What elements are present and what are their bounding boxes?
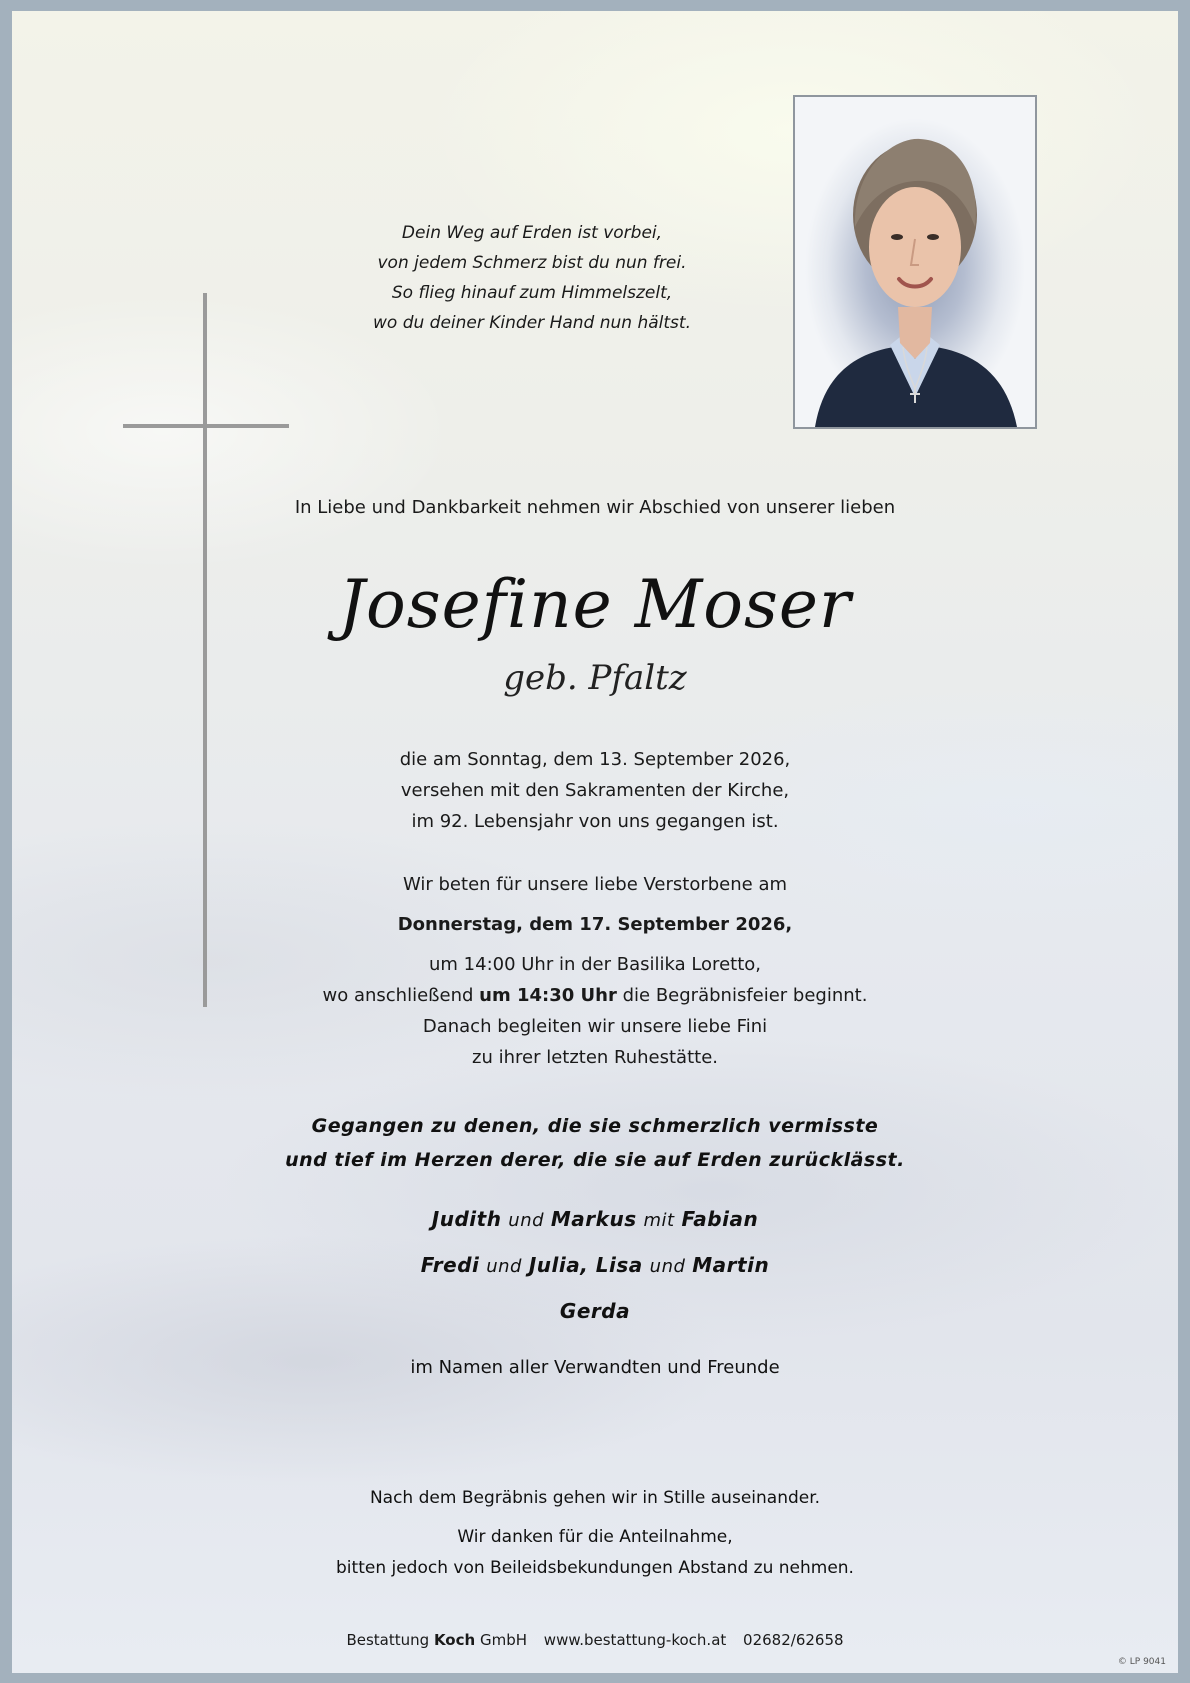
memorial-verse xyxy=(332,218,732,338)
death-info xyxy=(12,744,1178,837)
thanks-line: Wir danken für die Anteilnahme, xyxy=(457,1527,733,1547)
ceremony-line: um 14:00 Uhr in der Basilika Loretto, xyxy=(429,954,761,975)
prayer-date: Donnerstag, dem 17. September 2026, xyxy=(397,914,793,935)
verse-line: So flieg hinauf zum Himmelszelt, xyxy=(391,283,673,303)
ceremony-text: wo anschließend xyxy=(322,985,474,1006)
thanks-block xyxy=(12,1483,1178,1584)
company-text: Koch xyxy=(433,1631,476,1649)
company-text: Bestattung xyxy=(346,1631,430,1649)
death-info-line: die am Sonntag, dem 13. September 2026, xyxy=(399,749,791,770)
family-conjunction: und xyxy=(649,1256,686,1277)
family-member: Fabian xyxy=(681,1207,759,1231)
family-row xyxy=(12,1207,1178,1231)
family-member: Markus xyxy=(550,1207,637,1231)
death-info-line: im 92. Lebensjahr von uns gegangen ist. xyxy=(411,811,779,832)
ceremony-details xyxy=(12,949,1178,1073)
ceremony-line: zu ihrer letzten Ruhestätte. xyxy=(472,1047,718,1068)
quote-line: Gegangen zu denen, die sie schmerzlich vermisste xyxy=(311,1115,879,1137)
thanks-line: Nach dem Begräbnis gehen wir in Stille auseinander. xyxy=(369,1488,821,1508)
deceased-name: Josefine Moser xyxy=(338,566,852,643)
memorial-quote xyxy=(12,1109,1178,1177)
company-website[interactable]: www.bestattung-koch.at xyxy=(543,1631,727,1649)
family-member: Gerda xyxy=(559,1299,631,1323)
funeral-home-footer xyxy=(12,1631,1178,1649)
farewell-intro: In Liebe und Dankbarkeit nehmen wir Abschied von unserer lieben xyxy=(294,497,896,518)
on-behalf-line: im Namen aller Verwandten und Freunde xyxy=(410,1357,780,1378)
family-row xyxy=(12,1299,1178,1323)
ceremony-line: Danach begleiten wir unsere liebe Fini xyxy=(422,1016,768,1037)
family-member: Fredi xyxy=(420,1253,480,1277)
thanks-line: bitten jedoch von Beileidsbekundungen Abstand zu nehmen. xyxy=(336,1558,854,1578)
family-conjunction: und xyxy=(508,1210,545,1231)
verse-line: wo du deiner Kinder Hand nun hältst. xyxy=(373,313,691,333)
cross-horizontal-beam xyxy=(123,424,289,428)
maiden-name: geb. Pfaltz xyxy=(503,658,687,698)
family-member: Judith xyxy=(431,1207,502,1231)
family-row xyxy=(12,1253,1178,1277)
verse-line: von jedem Schmerz bist du nun frei. xyxy=(377,253,687,273)
verse-line: Dein Weg auf Erden ist vorbei, xyxy=(401,223,663,243)
quote-line: und tief im Herzen derer, die sie auf Erden zurücklässt. xyxy=(285,1149,905,1171)
ceremony-text: die Begräbnisfeier beginnt. xyxy=(622,985,868,1006)
prayer-intro: Wir beten für unsere liebe Verstorbene am xyxy=(402,874,788,895)
family-conjunction: mit xyxy=(643,1210,675,1231)
family-conjunction: und xyxy=(486,1256,522,1277)
death-info-line: versehen mit den Sakramenten der Kirche, xyxy=(400,780,790,801)
company-name xyxy=(346,1631,527,1649)
company-phone: 02682/62658 xyxy=(743,1631,844,1649)
family-member: Julia, Lisa xyxy=(528,1253,643,1277)
ceremony-line xyxy=(12,980,1178,1011)
obituary-card xyxy=(12,11,1178,1673)
family-member: Martin xyxy=(692,1253,770,1277)
ceremony-time: um 14:30 Uhr xyxy=(479,985,617,1006)
portrait-image xyxy=(795,97,1035,427)
portrait-photo xyxy=(793,95,1037,429)
company-text: GmbH xyxy=(479,1631,528,1649)
template-code: © LP 9041 xyxy=(1117,1657,1166,1667)
